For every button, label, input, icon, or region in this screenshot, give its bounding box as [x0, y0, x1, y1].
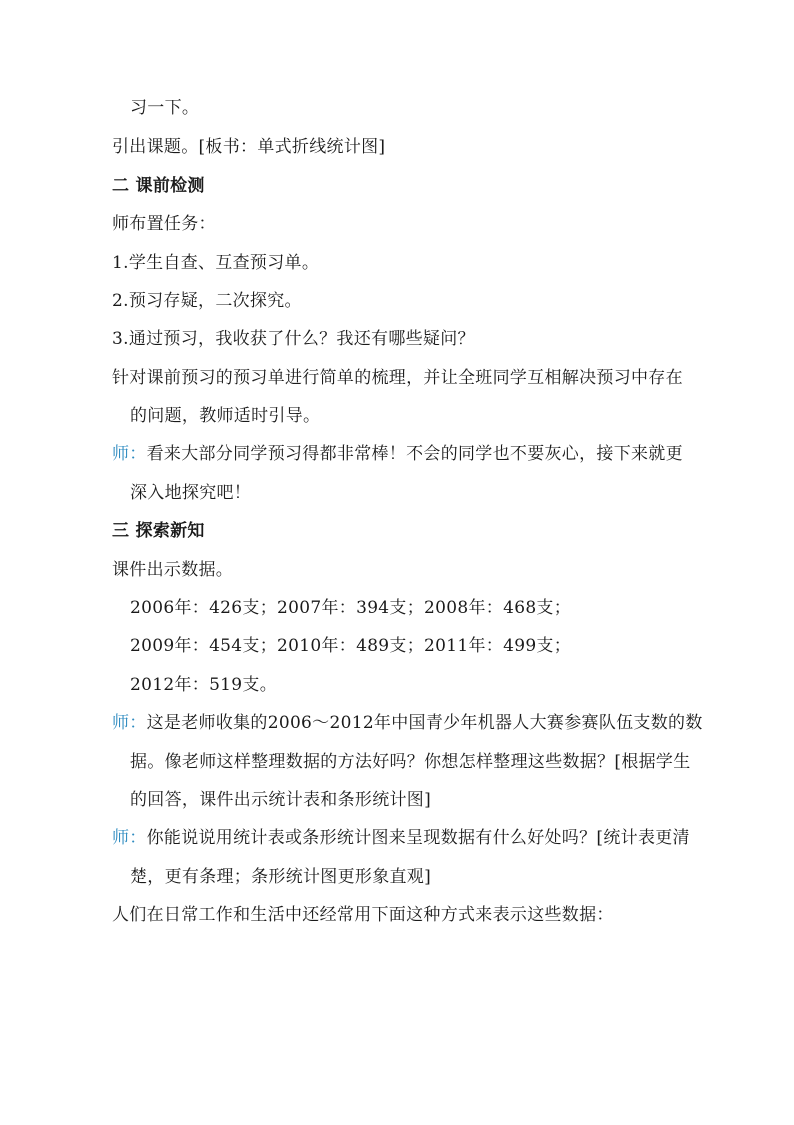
teacher-remark-2-continuation-2: 的回答，课件出示统计表和条形统计图] — [130, 790, 432, 810]
section-heading-explore: 三 探索新知 — [112, 521, 205, 541]
teacher-remark-3 — [112, 827, 690, 849]
teacher-label: 师： — [112, 828, 147, 848]
task-item-2: 2.预习存疑，二次探究。 — [112, 291, 302, 311]
task-item-1: 1.学生自查、互查预习单。 — [112, 253, 320, 273]
task-intro-line: 师布置任务： — [112, 214, 216, 234]
paragraph-continuation: 习一下。 — [130, 98, 200, 118]
topic-intro-line: 引出课题。[板书：单式折线统计图] — [112, 137, 386, 157]
teacher-remark-text: 这是老师收集的2006～2012年中国青少年机器人大赛参赛队伍支数的数 — [146, 713, 703, 733]
closing-line: 人们在日常工作和生活中还经常用下面这种方式来表示这些数据： — [112, 905, 614, 925]
teacher-remark-1-continuation: 深入地探究吧！ — [130, 483, 252, 503]
teacher-remark-text: 看来大部分同学预习得都非常棒！不会的同学也不要灰心，接下来就更 — [146, 444, 683, 464]
section-heading-pre-check: 二 课前检测 — [112, 176, 205, 196]
data-row-1: 2006年：426支；2007年：394支；2008年：468支； — [130, 598, 572, 618]
teacher-remark-1 — [112, 443, 683, 465]
teacher-label: 师： — [112, 713, 147, 733]
data-row-2: 2009年：454支；2010年：489支；2011年：499支； — [130, 636, 572, 656]
data-intro-line: 课件出示数据。 — [112, 560, 234, 580]
paragraph-summary-line-1: 针对课前预习的预习单进行简单的梳理，并让全班同学互相解决预习中存在 — [112, 368, 683, 388]
task-item-3: 3.通过预习，我收获了什么？我还有哪些疑问？ — [112, 329, 475, 349]
data-row-3: 2012年：519支。 — [130, 675, 278, 695]
teacher-label: 师： — [112, 444, 147, 464]
paragraph-summary-line-2: 的问题，教师适时引导。 — [130, 406, 321, 426]
teacher-remark-3-continuation: 楚，更有条理；条形统计图更形象直观] — [130, 867, 432, 887]
teacher-remark-2 — [112, 712, 703, 734]
teacher-remark-text: 你能说说用统计表或条形统计图来呈现数据有什么好处吗？[统计表更清 — [146, 828, 690, 848]
teacher-remark-2-continuation-1: 据。像老师这样整理数据的方法好吗？你想怎样整理这些数据？[根据学生 — [130, 752, 691, 772]
